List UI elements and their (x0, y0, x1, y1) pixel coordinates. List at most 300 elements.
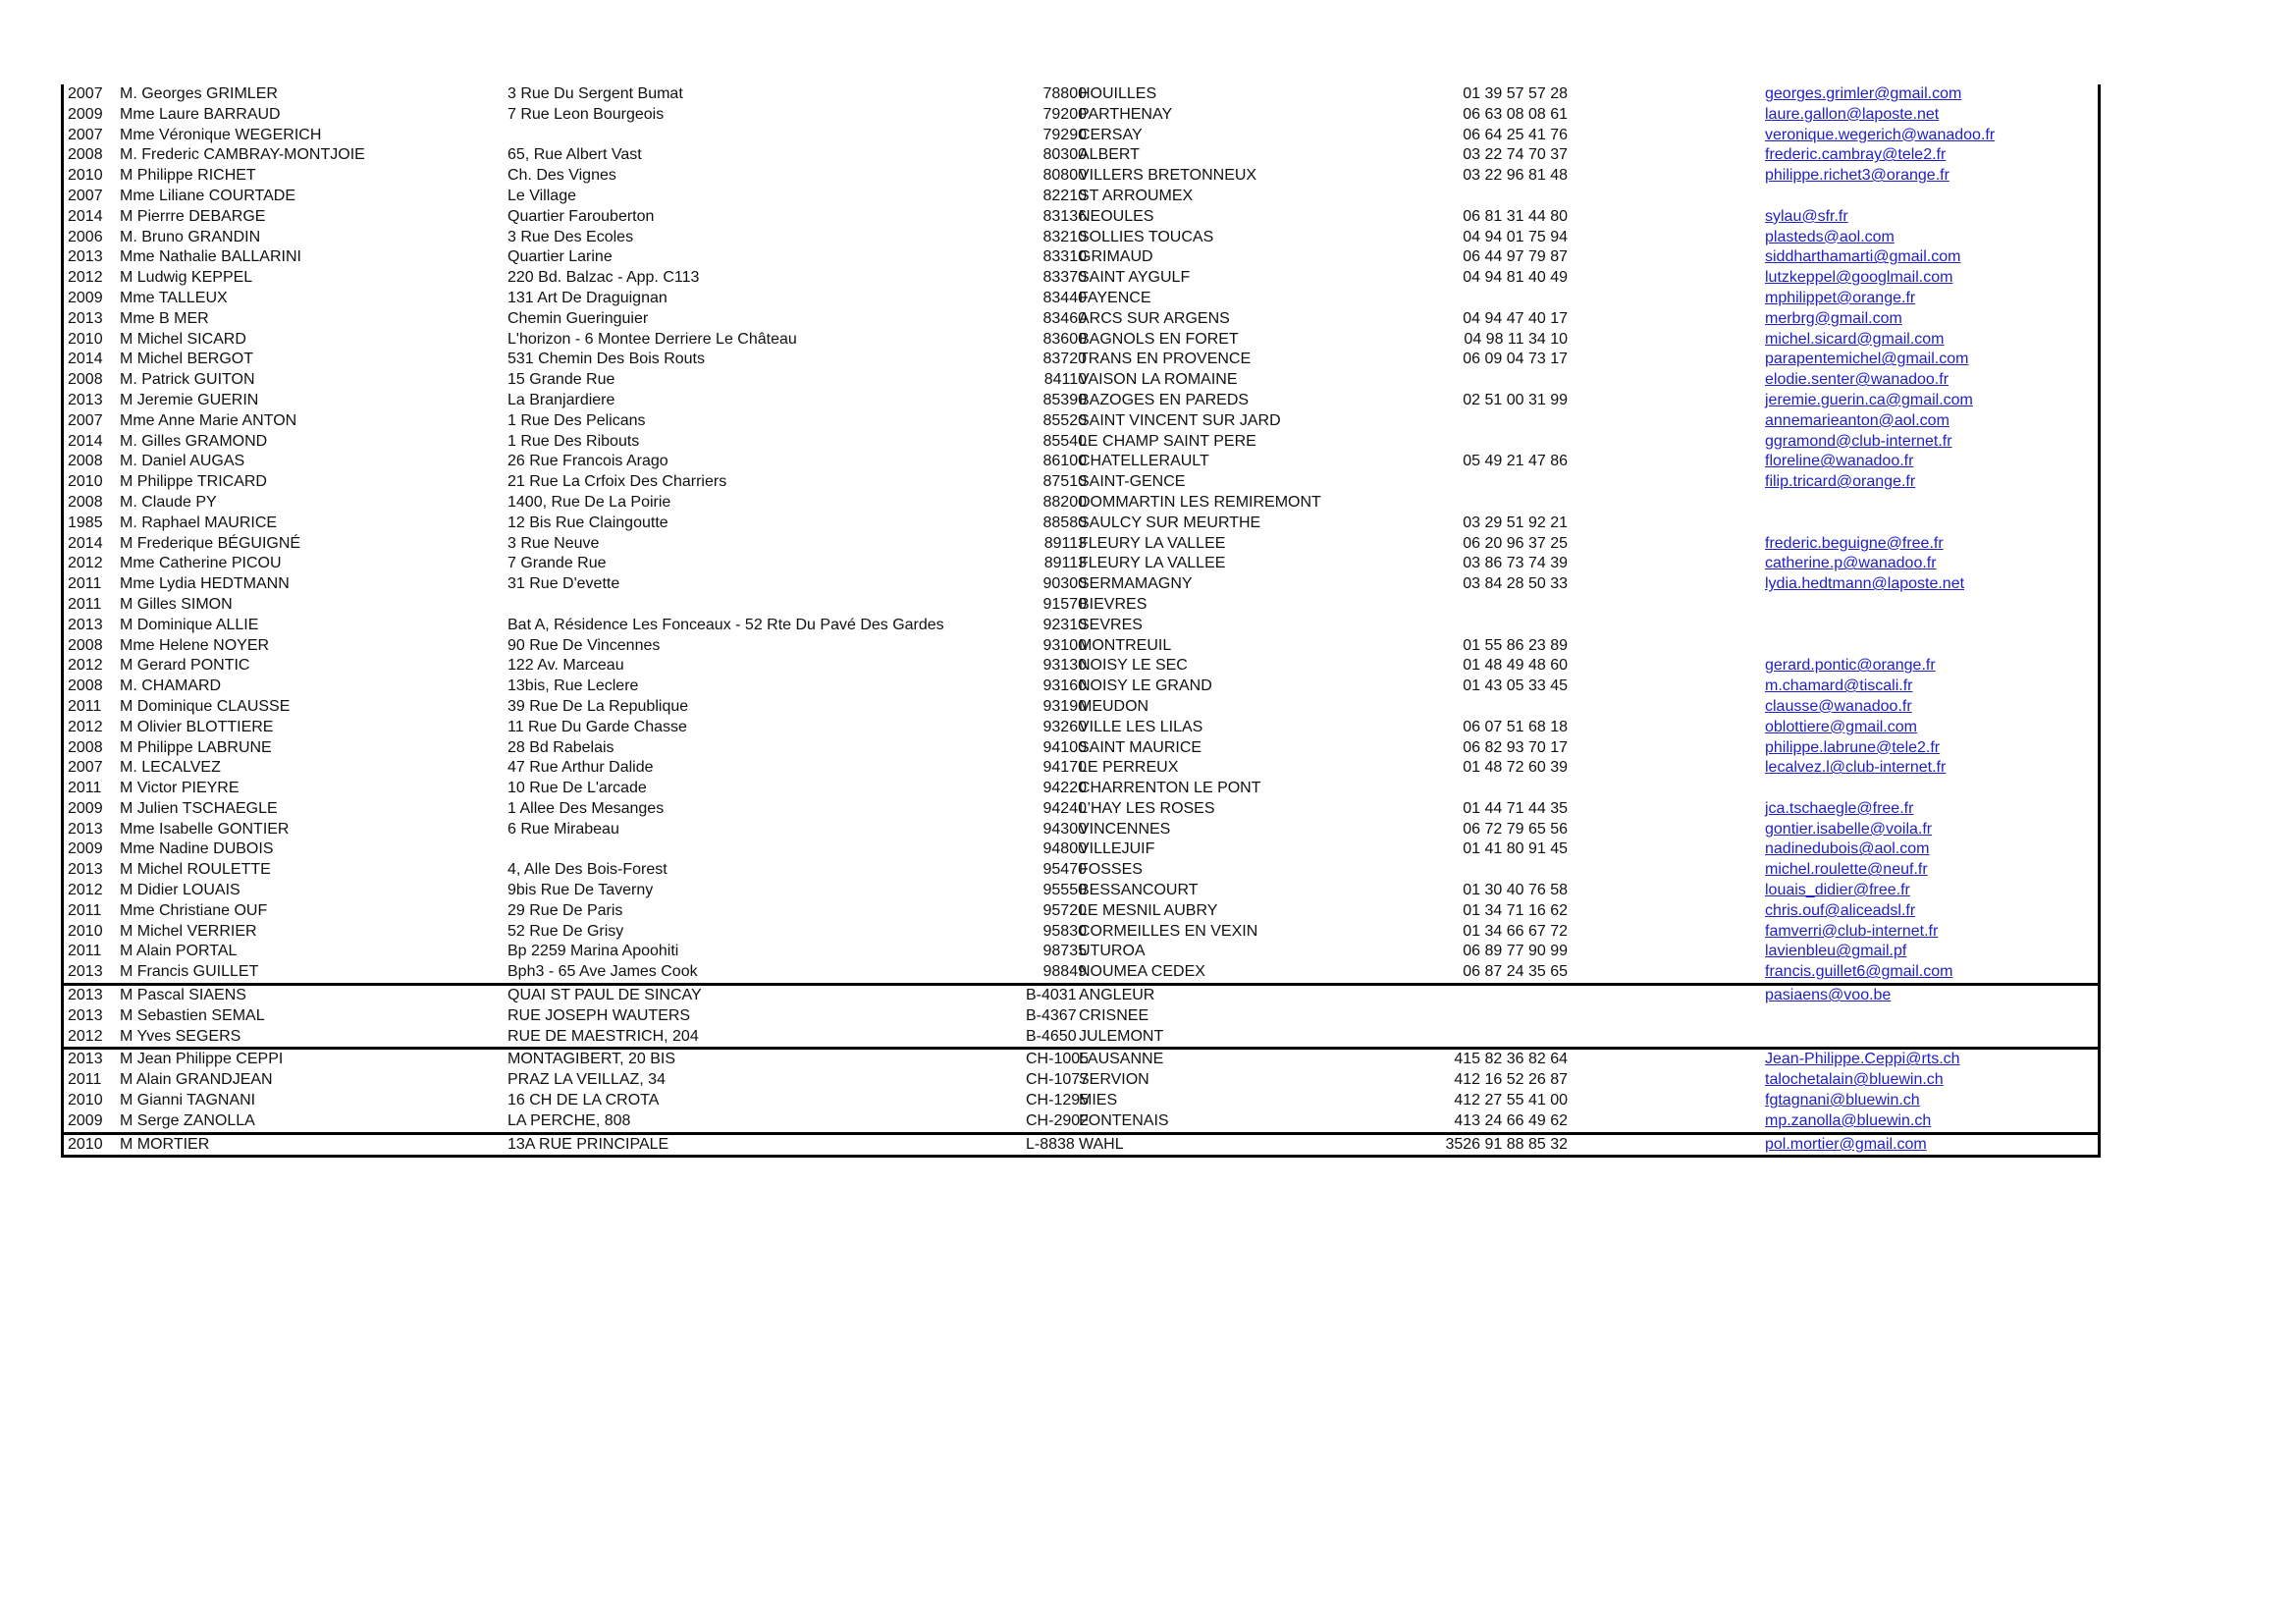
name-cell: Mme Catherine PICOU (120, 555, 282, 572)
address-cell: 6 Rue Mirabeau (507, 820, 619, 838)
city-cell: DOMMARTIN LES REMIREMONT (1079, 493, 1321, 511)
city-cell: UTUROA (1079, 943, 1146, 960)
city-cell: NOISY LE SEC (1079, 657, 1188, 675)
address-cell: 4, Alle Des Bois-Forest (507, 861, 667, 879)
address-cell: Le Village (507, 187, 576, 204)
year-cell: 2008 (68, 636, 103, 654)
city-cell: MEUDON (1079, 697, 1149, 715)
phone-cell: 3526 91 88 85 32 (1445, 1135, 1568, 1153)
email-link[interactable]: clausse@wanadoo.fr (1765, 697, 1912, 715)
city-cell: SOLLIES TOUCAS (1079, 228, 1214, 245)
city-cell: ANGLEUR (1079, 987, 1155, 1004)
email-link[interactable]: Jean-Philippe.Ceppi@rts.ch (1765, 1051, 1960, 1068)
table-row (64, 1135, 2098, 1156)
table-row (64, 1006, 2098, 1027)
email-link[interactable]: sylau@sfr.fr (1765, 207, 1848, 225)
email-link[interactable]: mphilippet@orange.fr (1765, 289, 1916, 306)
phone-cell: 412 16 52 26 87 (1454, 1071, 1568, 1089)
table-row (64, 452, 2098, 472)
phone-cell: 06 82 93 70 17 (1463, 738, 1568, 756)
name-cell: M. Claude PY (120, 493, 217, 511)
city-cell: NEOULES (1079, 207, 1154, 225)
name-cell: M MORTIER (120, 1135, 210, 1153)
email-link[interactable]: philippe.labrune@tele2.fr (1765, 738, 1941, 756)
postal-code-cell: CH-1295 (1026, 1092, 1090, 1110)
name-cell: M Dominique CLAUSSE (120, 697, 291, 715)
city-cell: SAULCY SUR MEURTHE (1079, 514, 1261, 531)
table-row (64, 738, 2098, 759)
table-row (64, 554, 2098, 574)
postal-code-cell: 91570 (1042, 595, 1087, 613)
postal-code-cell: 95550 (1042, 882, 1087, 899)
email-link[interactable]: georges.grimler@gmail.com (1765, 85, 1962, 102)
email-link[interactable]: gerard.pontic@orange.fr (1765, 657, 1936, 675)
year-cell: 2010 (68, 330, 103, 348)
name-cell: Mme Isabelle GONTIER (120, 820, 290, 838)
name-cell: M Michel VERRIER (120, 922, 257, 940)
year-cell: 2011 (68, 697, 102, 715)
email-link[interactable]: lutzkeppel@googlmail.com (1765, 269, 1953, 287)
address-cell: LA PERCHE, 808 (507, 1111, 631, 1129)
address-cell: L'horizon - 6 Montee Derriere Le Château (507, 330, 797, 348)
table-row (64, 289, 2098, 309)
city-cell: GRIMAUD (1079, 248, 1153, 266)
postal-code-cell: 78800 (1042, 85, 1087, 102)
name-cell: Mme Nathalie BALLARINI (120, 248, 301, 266)
name-cell: M Sebastien SEMAL (120, 1006, 265, 1024)
address-cell: 31 Rue D'evette (507, 575, 620, 593)
phone-cell: 01 34 66 67 72 (1463, 922, 1568, 940)
year-cell: 2010 (68, 922, 103, 940)
email-link[interactable]: laure.gallon@laposte.net (1765, 105, 1940, 123)
city-cell: LE MESNIL AUBRY (1079, 901, 1218, 919)
table-row (64, 1027, 2098, 1048)
email-link[interactable]: jeremie.guerin.ca@gmail.com (1765, 391, 1973, 408)
table-row (64, 574, 2098, 595)
table-row (64, 207, 2098, 228)
email-link[interactable]: fgtagnani@bluewin.ch (1765, 1092, 1920, 1110)
address-cell: 7 Grande Rue (507, 555, 607, 572)
postal-code-cell: 80300 (1042, 146, 1087, 164)
city-cell: CERSAY (1079, 126, 1143, 143)
table-row (64, 942, 2098, 962)
name-cell: M Yves SEGERS (120, 1027, 241, 1045)
phone-cell: 03 22 74 70 37 (1463, 146, 1568, 164)
phone-cell: 03 29 51 92 21 (1463, 514, 1568, 531)
name-cell: Mme B MER (120, 309, 209, 327)
postal-code-cell: 90300 (1042, 575, 1087, 593)
email-link[interactable]: famverri@club-internet.fr (1765, 922, 1939, 940)
address-cell: Bat A, Résidence Les Fonceaux - 52 Rte Du Pavé Des Gardes (507, 616, 944, 633)
city-cell: NOISY LE GRAND (1079, 677, 1212, 695)
city-cell: PARTHENAY (1079, 105, 1173, 123)
postal-code-cell: 83310 (1042, 248, 1087, 266)
email-link[interactable]: elodie.senter@wanadoo.fr (1765, 371, 1949, 389)
city-cell: SAINT-GENCE (1079, 473, 1186, 491)
year-cell: 2007 (68, 759, 103, 777)
email-link[interactable]: lavienbleu@gmail.pf (1765, 943, 1907, 960)
year-cell: 2013 (68, 309, 103, 327)
name-cell: M Michel ROULETTE (120, 861, 271, 879)
postal-code-cell: 87510 (1042, 473, 1087, 491)
year-cell: 2012 (68, 1027, 103, 1045)
email-link[interactable]: michel.roulette@neuf.fr (1765, 861, 1928, 879)
email-link[interactable]: nadinedubois@aol.com (1765, 840, 1930, 858)
phone-cell: 06 20 96 37 25 (1463, 534, 1568, 552)
address-cell: 39 Rue De La Republique (507, 697, 689, 715)
phone-cell: 02 51 00 31 99 (1463, 391, 1568, 408)
email-link[interactable]: catherine.p@wanadoo.fr (1765, 555, 1937, 572)
address-cell: MONTAGIBERT, 20 BIS (507, 1051, 676, 1068)
table-row (64, 126, 2098, 146)
email-link[interactable]: veronique.wegerich@wanadoo.fr (1765, 126, 1996, 143)
phone-cell: 01 48 72 60 39 (1463, 759, 1568, 777)
table-row (64, 636, 2098, 657)
table-row (64, 187, 2098, 207)
phone-cell: 06 89 77 90 99 (1463, 943, 1568, 960)
table-row (64, 493, 2098, 514)
address-cell: Quartier Farouberton (507, 207, 655, 225)
email-link[interactable]: frederic.cambray@tele2.fr (1765, 146, 1947, 164)
email-link[interactable]: michel.sicard@gmail.com (1765, 330, 1945, 348)
phone-cell: 04 94 81 40 49 (1463, 269, 1568, 287)
address-cell: Quartier Larine (507, 248, 613, 266)
name-cell: M Philippe TRICARD (120, 473, 267, 491)
email-link[interactable]: merbrg@gmail.com (1765, 309, 1902, 327)
year-cell: 2013 (68, 820, 103, 838)
year-cell: 2011 (68, 780, 102, 797)
email-link[interactable]: philippe.richet3@orange.fr (1765, 167, 1949, 185)
name-cell: M Francis GUILLET (120, 963, 259, 981)
name-cell: M Michel BERGOT (120, 351, 254, 368)
address-cell: 3 Rue Neuve (507, 534, 600, 552)
city-cell: BIEVRES (1079, 595, 1148, 613)
name-cell: M Frederique BÉGUIGNÉ (120, 534, 301, 552)
phone-cell: 01 39 57 57 28 (1463, 85, 1568, 102)
phone-cell: 06 09 04 73 17 (1463, 351, 1568, 368)
group-luxembourg (61, 1135, 2101, 1159)
email-link[interactable]: m.chamard@tiscali.fr (1765, 677, 1913, 695)
address-cell: 29 Rue De Paris (507, 901, 623, 919)
name-cell: M Gilles SIMON (120, 595, 233, 613)
city-cell: SAINT AYGULF (1079, 269, 1191, 287)
address-cell: 11 Rue Du Garde Chasse (507, 718, 687, 735)
group-switzerland (61, 1050, 2101, 1134)
table-row (64, 330, 2098, 351)
year-cell: 2012 (68, 269, 103, 287)
postal-code-cell: B-4650 (1026, 1027, 1077, 1045)
year-cell: 2008 (68, 146, 103, 164)
phone-cell: 06 87 24 35 65 (1463, 963, 1568, 981)
year-cell: 2012 (68, 657, 103, 675)
postal-code-cell: 93260 (1042, 718, 1087, 735)
year-cell: 2007 (68, 126, 103, 143)
address-cell: 1400, Rue De La Poirie (507, 493, 671, 511)
year-cell: 2008 (68, 738, 103, 756)
table-row (64, 432, 2098, 453)
city-cell: ST ARROUMEX (1079, 187, 1194, 204)
city-cell: FONTENAIS (1079, 1111, 1169, 1129)
year-cell: 2013 (68, 861, 103, 879)
year-cell: 2013 (68, 987, 103, 1004)
name-cell: M. Bruno GRANDIN (120, 228, 261, 245)
postal-code-cell: B-4367 (1026, 1006, 1077, 1024)
table-row (64, 350, 2098, 370)
table-row (64, 901, 2098, 922)
phone-cell: 04 94 01 75 94 (1463, 228, 1568, 245)
table-row (64, 697, 2098, 718)
email-link[interactable]: pasiaens@voo.be (1765, 987, 1892, 1004)
address-cell: RUE DE MAESTRICH, 204 (507, 1027, 699, 1045)
email-link[interactable]: talochetalain@bluewin.ch (1765, 1071, 1944, 1089)
phone-cell: 06 72 79 65 56 (1463, 820, 1568, 838)
city-cell: FOSSES (1079, 861, 1143, 879)
email-link[interactable]: gontier.isabelle@voila.fr (1765, 820, 1933, 838)
name-cell: Mme Véronique WEGERICH (120, 126, 322, 143)
name-cell: Mme Christiane OUF (120, 901, 268, 919)
year-cell: 2011 (68, 943, 102, 960)
address-cell: Bph3 - 65 Ave James Cook (507, 963, 698, 981)
name-cell: M. Gilles GRAMOND (120, 432, 268, 450)
email-link[interactable]: lydia.hedtmann@laposte.net (1765, 575, 1965, 593)
year-cell: 2008 (68, 677, 103, 695)
postal-code-cell: 89113 (1043, 555, 1087, 572)
email-link[interactable]: jca.tschaegle@free.fr (1765, 799, 1914, 817)
table-row (64, 839, 2098, 860)
city-cell: LE CHAMP SAINT PERE (1079, 432, 1256, 450)
year-cell: 2012 (68, 555, 103, 572)
name-cell: Mme Helene NOYER (120, 636, 270, 654)
year-cell: 2013 (68, 1006, 103, 1024)
table-row (64, 534, 2098, 555)
name-cell: M. Georges GRIMLER (120, 85, 278, 102)
email-link[interactable]: chris.ouf@aliceadsl.fr (1765, 901, 1916, 919)
postal-code-cell: 82210 (1042, 187, 1087, 204)
email-link[interactable]: mp.zanolla@bluewin.ch (1765, 1111, 1932, 1129)
phone-cell: 03 84 28 50 33 (1463, 575, 1568, 593)
city-cell: SERVION (1079, 1071, 1149, 1089)
year-cell: 2013 (68, 616, 103, 633)
year-cell: 2009 (68, 799, 103, 817)
table-row (64, 84, 2098, 105)
address-cell: 52 Rue De Grisy (507, 922, 624, 940)
email-link[interactable]: louais_didier@free.fr (1765, 882, 1910, 899)
table-row (64, 656, 2098, 677)
city-cell: VAISON LA ROMAINE (1079, 371, 1238, 389)
year-cell: 2009 (68, 105, 103, 123)
postal-code-cell: 93190 (1042, 697, 1087, 715)
table-row (64, 718, 2098, 738)
year-cell: 2012 (68, 882, 103, 899)
city-cell: CHATELLERAULT (1079, 453, 1209, 470)
name-cell: M. Frederic CAMBRAY-MONTJOIE (120, 146, 365, 164)
name-cell: M Didier LOUAIS (120, 882, 240, 899)
address-cell: 10 Rue De L'arcade (507, 780, 647, 797)
email-link[interactable]: frederic.beguigne@free.fr (1765, 534, 1944, 552)
address-cell: QUAI ST PAUL DE SINCAY (507, 987, 702, 1004)
name-cell: M Ludwig KEPPEL (120, 269, 253, 287)
name-cell: Mme Laure BARRAUD (120, 105, 281, 123)
table-row (64, 1111, 2098, 1132)
name-cell: M. CHAMARD (120, 677, 222, 695)
city-cell: LE PERREUX (1079, 759, 1179, 777)
name-cell: M Alain PORTAL (120, 943, 238, 960)
year-cell: 2014 (68, 534, 103, 552)
year-cell: 2011 (68, 575, 102, 593)
name-cell: M Alain GRANDJEAN (120, 1071, 273, 1089)
phone-cell: 01 30 40 76 58 (1463, 882, 1568, 899)
table-row (64, 860, 2098, 881)
name-cell: M Olivier BLOTTIERE (120, 718, 274, 735)
year-cell: 2011 (68, 901, 102, 919)
year-cell: 2011 (68, 1071, 102, 1089)
year-cell: 2008 (68, 371, 103, 389)
table-row (64, 514, 2098, 534)
postal-code-cell: 85520 (1042, 411, 1087, 429)
city-cell: L'HAY LES ROSES (1079, 799, 1215, 817)
city-cell: CRISNEE (1079, 1006, 1149, 1024)
address-cell: 13A RUE PRINCIPALE (507, 1135, 669, 1153)
postal-code-cell: 86100 (1042, 453, 1087, 470)
postal-code-cell: 94240 (1042, 799, 1087, 817)
postal-code-cell: 85540 (1042, 432, 1087, 450)
email-link[interactable]: pol.mortier@gmail.com (1765, 1135, 1927, 1153)
phone-cell: 01 34 71 16 62 (1463, 901, 1568, 919)
name-cell: M. LECALVEZ (120, 759, 221, 777)
table-row (64, 616, 2098, 636)
email-link[interactable]: floreline@wanadoo.fr (1765, 453, 1914, 470)
address-cell: 21 Rue La Crfoix Des Charriers (507, 473, 727, 491)
city-cell: CORMEILLES EN VEXIN (1079, 922, 1258, 940)
phone-cell: 01 48 49 48 60 (1463, 657, 1568, 675)
city-cell: NOUMEA CEDEX (1079, 963, 1205, 981)
table-row (64, 881, 2098, 901)
phone-cell: 04 98 11 34 10 (1464, 330, 1568, 348)
table-row (64, 268, 2098, 289)
table-row (64, 1050, 2098, 1070)
table-row (64, 105, 2098, 126)
phone-cell: 412 27 55 41 00 (1454, 1092, 1568, 1110)
address-cell: 531 Chemin Des Bois Routs (507, 351, 705, 368)
name-cell: M Gerard PONTIC (120, 657, 250, 675)
postal-code-cell: 89113 (1043, 534, 1087, 552)
city-cell: SAINT MAURICE (1079, 738, 1202, 756)
year-cell: 2010 (68, 1092, 103, 1110)
postal-code-cell: 88200 (1042, 493, 1087, 511)
email-link[interactable]: lecalvez.l@club-internet.fr (1765, 759, 1947, 777)
year-cell: 2009 (68, 1111, 103, 1129)
city-cell: VILLEJUIF (1079, 840, 1155, 858)
postal-code-cell: 83440 (1042, 289, 1087, 306)
table-row (64, 820, 2098, 840)
name-cell: M Philippe LABRUNE (120, 738, 272, 756)
name-cell: M Serge ZANOLLA (120, 1111, 255, 1129)
year-cell: 2013 (68, 248, 103, 266)
postal-code-cell: 93130 (1042, 657, 1087, 675)
year-cell: 2014 (68, 432, 103, 450)
table-row (64, 145, 2098, 166)
city-cell: FLEURY LA VALLEE (1079, 534, 1226, 552)
phone-cell: 01 43 05 33 45 (1463, 677, 1568, 695)
email-link[interactable]: ggramond@club-internet.fr (1765, 432, 1952, 450)
email-link[interactable]: oblottiere@gmail.com (1765, 718, 1917, 735)
member-directory-table (61, 84, 2101, 1158)
postal-code-cell: 98735 (1042, 943, 1087, 960)
phone-cell: 01 55 86 23 89 (1463, 636, 1568, 654)
postal-code-cell: 94800 (1042, 840, 1087, 858)
address-cell: 12 Bis Rue Claingoutte (507, 514, 668, 531)
address-cell: RUE JOSEPH WAUTERS (507, 1006, 691, 1024)
name-cell: M Julien TSCHAEGLE (120, 799, 278, 817)
email-link[interactable]: francis.guillet6@gmail.com (1765, 963, 1953, 981)
email-link[interactable]: filip.tricard@orange.fr (1765, 473, 1916, 491)
table-row (64, 391, 2098, 411)
address-cell: 1 Allee Des Mesanges (507, 799, 665, 817)
name-cell: M. Patrick GUITON (120, 371, 255, 389)
email-link[interactable]: annemarieanton@aol.com (1765, 411, 1949, 429)
name-cell: Mme Nadine DUBOIS (120, 840, 274, 858)
postal-code-cell: 94100 (1042, 738, 1087, 756)
year-cell: 2013 (68, 391, 103, 408)
name-cell: M Dominique ALLIE (120, 616, 259, 633)
email-link[interactable]: siddharthamarti@gmail.com (1765, 248, 1961, 266)
name-cell: M Jeremie GUERIN (120, 391, 259, 408)
email-link[interactable]: plasteds@aol.com (1765, 228, 1895, 245)
city-cell: MIES (1079, 1092, 1118, 1110)
year-cell: 1985 (68, 514, 103, 531)
year-cell: 2010 (68, 167, 103, 185)
year-cell: 2007 (68, 187, 103, 204)
year-cell: 2009 (68, 840, 103, 858)
city-cell: HOUILLES (1079, 85, 1157, 102)
postal-code-cell: 93160 (1042, 677, 1087, 695)
table-row (64, 411, 2098, 432)
address-cell: 15 Grande Rue (507, 371, 615, 389)
address-cell: 1 Rue Des Pelicans (507, 411, 646, 429)
year-cell: 2012 (68, 718, 103, 735)
address-cell: 7 Rue Leon Bourgeois (507, 105, 665, 123)
phone-cell: 04 94 47 40 17 (1463, 309, 1568, 327)
city-cell: VINCENNES (1079, 820, 1171, 838)
table-row (64, 370, 2098, 391)
city-cell: FLEURY LA VALLEE (1079, 555, 1226, 572)
year-cell: 2014 (68, 351, 103, 368)
email-link[interactable]: parapentemichel@gmail.com (1765, 351, 1969, 368)
phone-cell: 06 07 51 68 18 (1463, 718, 1568, 735)
table-row (64, 247, 2098, 268)
phone-cell: 06 64 25 41 76 (1463, 126, 1568, 143)
address-cell: 1 Rue Des Ribouts (507, 432, 640, 450)
phone-cell: 06 63 08 08 61 (1463, 105, 1568, 123)
year-cell: 2014 (68, 207, 103, 225)
name-cell: M Pascal SIAENS (120, 987, 246, 1004)
name-cell: M Pierrre DEBARGE (120, 207, 266, 225)
year-cell: 2006 (68, 228, 103, 245)
table-row (64, 922, 2098, 943)
table-row (64, 166, 2098, 187)
phone-cell: 413 24 66 49 62 (1454, 1111, 1568, 1129)
name-cell: Mme Liliane COURTADE (120, 187, 296, 204)
name-cell: M Victor PIEYRE (120, 780, 240, 797)
postal-code-cell: 83136 (1042, 207, 1087, 225)
name-cell: M. Daniel AUGAS (120, 453, 245, 470)
postal-code-cell: 83460 (1042, 309, 1087, 327)
postal-code-cell: 95470 (1042, 861, 1087, 879)
year-cell: 2008 (68, 453, 103, 470)
table-row (64, 758, 2098, 779)
postal-code-cell: 94170 (1042, 759, 1087, 777)
address-cell: 90 Rue De Vincennes (507, 636, 661, 654)
